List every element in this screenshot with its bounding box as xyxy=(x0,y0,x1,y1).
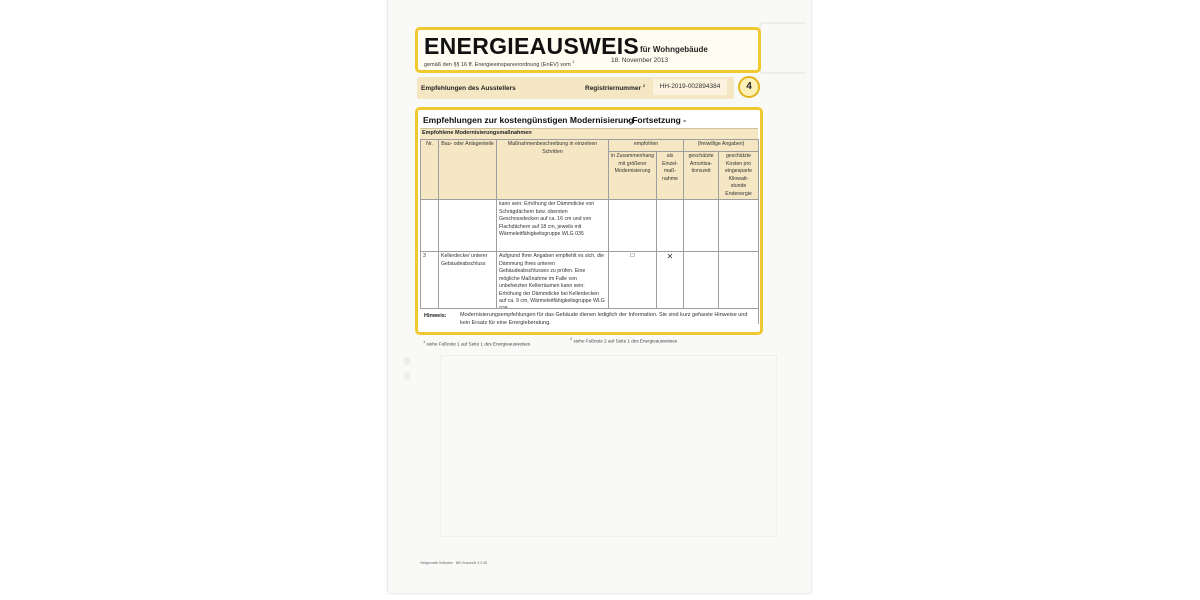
registration-number-footnote: 2 xyxy=(642,83,646,88)
checkbox-icon: ☐ xyxy=(630,253,635,259)
registration-bar xyxy=(417,77,734,99)
footnote-2-mark: 2 xyxy=(570,336,573,341)
column-nr: Nr. xyxy=(421,140,439,200)
registration-number-label xyxy=(585,83,645,92)
table-row xyxy=(421,200,759,252)
legal-basis-text: gemäß den §§ 16 ff. Energieeinsparverordnung (EnEV) vom xyxy=(424,61,571,68)
registration-number-label-text: Registriernummer xyxy=(585,85,641,93)
punch-hole xyxy=(403,357,411,365)
note-text: Modernisierungsempfehlungen für das Gebäude dienen lediglich der Information. Sie sind kurz gefasste Hinweise und kein Ersatz für eine Energieberatung. xyxy=(460,312,748,326)
footnote-1-mark: 1 xyxy=(423,339,426,344)
cell-cost xyxy=(719,200,759,252)
cell-payback xyxy=(684,200,719,252)
cell-description: kann sein: Erhöhung der Dämmdicke von Schrägdächern bzw. obersten Geschossdecken auf ca. 16 cm und von Flachdächern auf 18 cm, jeweils mit Wärmeleitfähigkeitsgruppe WLG 035 xyxy=(497,200,609,252)
note-row xyxy=(420,308,758,329)
show-through-table-outline xyxy=(440,355,777,537)
footnote-2 xyxy=(570,336,677,344)
legal-basis xyxy=(424,59,574,68)
cell-component xyxy=(439,200,497,252)
registration-number-value: HH-2019-002894384 xyxy=(653,79,727,95)
certificate-header xyxy=(415,27,761,73)
column-payback: geschätzte Amortisa-tionszeit xyxy=(684,152,719,200)
issuer-recommendations-label: Empfehlungen des Ausstellers xyxy=(421,85,516,92)
cell-description: Aufgrund Ihrer Angaben empfiehlt es sich, die Dämmung Ihres unteren Gebäudeabschlusses zu prüfen. Eine mögliche Maßnahme im Falle von unbeheizten Kellerräumen kann sein: Erhöhung der Dämmdicke bei Kellerdecken auf ca. 9 cm, Wärmeleitfähigkeitsgruppe WLG xyxy=(497,252,609,324)
cell-nr: 3 xyxy=(421,252,439,324)
cell-nr xyxy=(421,200,439,252)
show-through-header-outline xyxy=(759,22,805,74)
cross-mark-icon: ✕ xyxy=(666,252,674,261)
recommended-measures-label: Empfohlene Modernisierungsmaßnahmen xyxy=(422,130,532,136)
column-component: Bau- oder Anlagenteile xyxy=(439,140,497,200)
cell-single-measure xyxy=(657,200,684,252)
page-number-badge: 4 xyxy=(738,76,760,98)
legal-basis-footnote: 1 xyxy=(572,59,575,64)
column-group-voluntary: (freiwillige Angaben) xyxy=(684,140,759,152)
cell-in-context xyxy=(609,200,657,252)
footnote-1-text: siehe Fußnote 1 auf Seite 1 des Energieausweises xyxy=(426,341,531,347)
recommendations-continuation: - Fortsetzung - xyxy=(627,115,687,125)
footnote-1 xyxy=(423,339,530,347)
footnote-2-text: siehe Fußnote 2 auf Seite 1 des Energieausweises xyxy=(573,338,678,344)
certificate-subtitle: für Wohngebäude xyxy=(640,45,708,54)
legal-basis-date: 18. November 2013 xyxy=(611,57,669,64)
column-cost: geschätzte Kosten pro eingesparte Kilowatt-stunde Endenergie xyxy=(719,152,759,200)
certificate-page xyxy=(388,0,811,593)
punch-hole xyxy=(403,372,411,380)
measures-table xyxy=(420,139,759,324)
column-group-recommended: empfohlen xyxy=(609,140,684,152)
column-single-measure: als Einzel-maß-nahme xyxy=(657,152,684,200)
cell-component: Kellerdecke/ unterer Gebäudeabschluss xyxy=(439,252,497,324)
recommendations-title: Empfehlungen zur kostengünstigen Modernisierung xyxy=(423,115,634,125)
recommended-measures-bar xyxy=(420,128,758,139)
column-description: Maßnahmenbeschreibung in einzelnen Schritten xyxy=(497,140,609,200)
software-imprint: Heilgenrath Software · NB Vorschrift 3.2.45 xyxy=(420,561,487,565)
recommendations-panel xyxy=(415,107,763,335)
column-in-context: in Zusammenhang mit größerer Modernisierung xyxy=(609,152,657,200)
certificate-title: ENERGIEAUSWEIS xyxy=(424,33,640,59)
note-label: Hinweis: xyxy=(424,313,447,319)
